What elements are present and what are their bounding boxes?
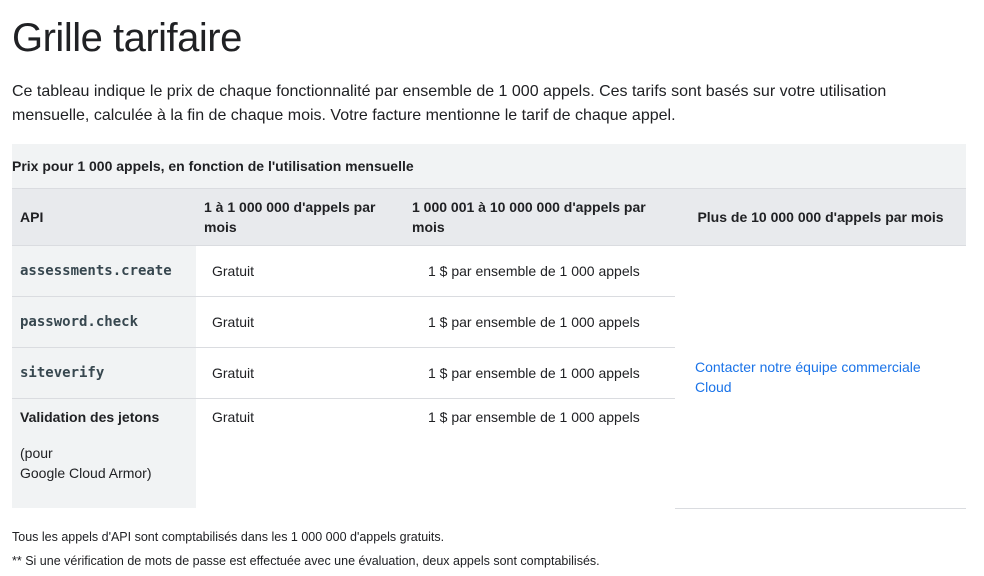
tier1-price: Gratuit <box>196 245 404 296</box>
table-row <box>12 245 966 296</box>
table-caption-row <box>12 144 966 188</box>
tier2-price: 1 $ par ensemble de 1 000 appels <box>428 408 640 425</box>
tier2-price: 1 $ par ensemble de 1 000 appels <box>404 347 675 398</box>
header-tier1: 1 à 1 000 000 d'appels par mois <box>196 188 404 245</box>
api-name: siteverify <box>12 347 196 398</box>
api-name: password.check <box>12 296 196 347</box>
footnote-free-calls: Tous les appels d'API sont comptabilisés dans les 1 000 000 d'appels gratuits. <box>12 530 445 544</box>
footnote-password-check: ** Si une vérification de mots de passe est effectuée avec une évaluation, deux appels sont comptabilisés. <box>12 554 600 568</box>
header-tier3: Plus de 10 000 000 d'appels par mois <box>675 188 966 245</box>
table-header-row <box>12 188 966 245</box>
contact-sales-link[interactable]: Contacter notre équipe commerciale Cloud <box>695 358 921 395</box>
tier3-contact-cell <box>675 245 966 508</box>
api-name-line2: (pour <box>20 444 53 461</box>
header-api: API <box>12 188 196 245</box>
api-name <box>12 398 196 508</box>
intro-paragraph: Ce tableau indique le prix de chaque fonctionnalité par ensemble de 1 000 appels. Ces tarifs sont basés sur votre utilisation mensuelle, calculée à la fin de chaque mois. Votre facture mentionne le tarif de chaque appel. <box>12 83 887 124</box>
pricing-table <box>12 144 966 509</box>
tier1-price: Gratuit <box>212 408 255 425</box>
api-name-line3: Google Cloud Armor) <box>20 464 152 481</box>
tier1-price: Gratuit <box>196 347 404 398</box>
api-name: assessments.create <box>12 245 196 296</box>
tier2-price: 1 $ par ensemble de 1 000 appels <box>404 296 675 347</box>
header-tier2: 1 000 001 à 10 000 000 d'appels par mois <box>404 188 675 245</box>
table-caption: Prix pour 1 000 appels, en fonction de l'utilisation mensuelle <box>12 144 966 188</box>
page-title: Grille tarifaire <box>12 16 242 60</box>
tier1-price: Gratuit <box>196 296 404 347</box>
tier2-price: 1 $ par ensemble de 1 000 appels <box>404 245 675 296</box>
api-name-line1: Validation des jetons <box>20 408 160 425</box>
